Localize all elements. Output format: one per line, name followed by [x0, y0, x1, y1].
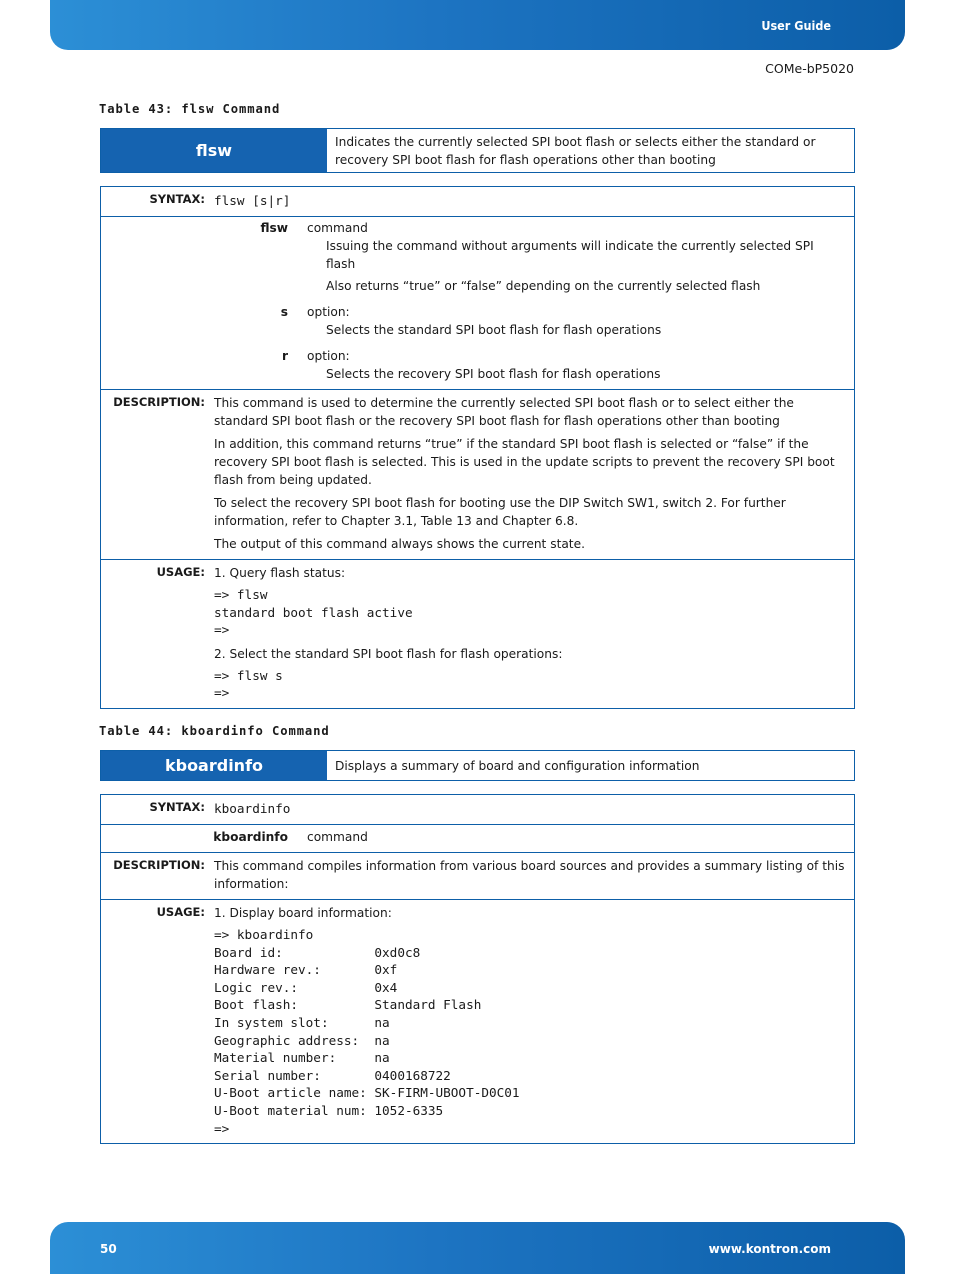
argument-kboardinfo: [101, 828, 846, 846]
flsw-command-summary: Indicates the currently selected SPI boot flash or selects either the standard or recovery SPI boot flash for flash operations other than booting: [335, 134, 816, 167]
argument-detail: Also returns “true” or “false” depending on the currently selected flash: [326, 279, 761, 293]
argument-name: kboardinfo: [213, 830, 288, 844]
description-label: DESCRIPTION:: [113, 395, 205, 409]
arguments-row: [101, 216, 854, 389]
header-band: [50, 0, 905, 50]
arguments-row: [101, 824, 854, 852]
argument-s: [101, 303, 846, 339]
usage-label: USAGE:: [156, 565, 205, 579]
description-text: [205, 390, 854, 559]
syntax-label: SYNTAX:: [149, 192, 205, 206]
argument-type: option:: [307, 349, 350, 363]
syntax-label: SYNTAX:: [149, 800, 205, 814]
argument-flsw: [101, 219, 846, 295]
argument-detail: Selects the recovery SPI boot flash for flash operations: [326, 367, 661, 381]
footer-band: [50, 1222, 905, 1274]
kboardinfo-command-table: [100, 794, 855, 1144]
description-paragraph: The output of this command always shows the current state.: [214, 537, 585, 551]
description-row: [101, 389, 854, 559]
kboardinfo-command-name: kboardinfo: [101, 751, 327, 780]
description-label: DESCRIPTION:: [113, 858, 205, 872]
usage-code: => kboardinfo Board id: 0xd0c8 Hardware rev.: 0xf Logic rev.: 0x4 Boot flash: Standard Flash In system slot: na Geographic address: na Material number: na Serial number: 0400168722 U-Boot article name: SK-FIRM-UBOOT-D0C01 U-Boot material num: 1052-6335 =>: [214, 927, 520, 1136]
syntax-row: [101, 187, 854, 216]
table-43-caption: Table 43: flsw Command: [99, 102, 281, 116]
syntax-row: [101, 795, 854, 824]
usage-text: [205, 900, 854, 1143]
argument-name: s: [280, 305, 288, 319]
syntax-value: kboardinfo: [214, 801, 291, 816]
usage-row: [101, 559, 854, 708]
page-number: 50: [100, 1242, 117, 1256]
flsw-command-table: [100, 186, 855, 709]
kboardinfo-command-summary: Displays a summary of board and configuration information: [335, 758, 700, 773]
usage-text: [205, 560, 854, 708]
flsw-command-header: [100, 128, 855, 173]
usage-step: 1. Display board information:: [214, 906, 392, 920]
usage-code: => flsw s =>: [214, 667, 283, 701]
website-link[interactable]: www.kontron.com: [708, 1242, 831, 1256]
product-model: COMe-bP5020: [765, 61, 854, 76]
usage-label: USAGE:: [156, 905, 205, 919]
argument-name: flsw: [260, 221, 288, 235]
syntax-value: flsw [s|r]: [214, 193, 291, 208]
description-paragraph: To select the recovery SPI boot flash for booting use the DIP Switch SW1, switch 2. For further information, refer to Chapter 3.1, Table 13 and Chapter 6.8.: [214, 496, 786, 528]
argument-type: command: [307, 830, 368, 844]
arguments-list: [101, 217, 854, 389]
document-title: User Guide: [761, 18, 831, 33]
table-44-caption: Table 44: kboardinfo Command: [99, 724, 330, 738]
description-text: This command compiles information from various board sources and provides a summary listing of this information:: [214, 859, 845, 891]
description-row: [101, 852, 854, 899]
flsw-command-name: flsw: [101, 129, 327, 172]
description-paragraph: This command is used to determine the currently selected SPI boot flash or to select either the standard SPI boot flash or the recovery SPI boot flash for flash operations other than booting: [214, 396, 794, 428]
usage-code: => flsw standard boot flash active =>: [214, 587, 413, 638]
usage-step: 2. Select the standard SPI boot flash for flash operations:: [214, 646, 563, 661]
kboardinfo-command-header: [100, 750, 855, 781]
argument-name: r: [281, 349, 288, 363]
description-paragraph: In addition, this command returns “true” if the standard SPI boot flash is selected or “false” if the recovery SPI boot flash is selected. This is used in the update scripts to prevent the recovery SPI boot flash from being updated.: [214, 437, 835, 487]
argument-type: command: [307, 221, 368, 235]
argument-detail: Issuing the command without arguments will indicate the currently selected SPI flash: [326, 239, 814, 271]
argument-detail: Selects the standard SPI boot flash for flash operations: [326, 323, 662, 337]
usage-row: [101, 899, 854, 1143]
usage-step: 1. Query flash status:: [214, 566, 346, 580]
arguments-list: [101, 825, 854, 852]
argument-r: [101, 347, 846, 383]
argument-type: option:: [307, 305, 350, 319]
